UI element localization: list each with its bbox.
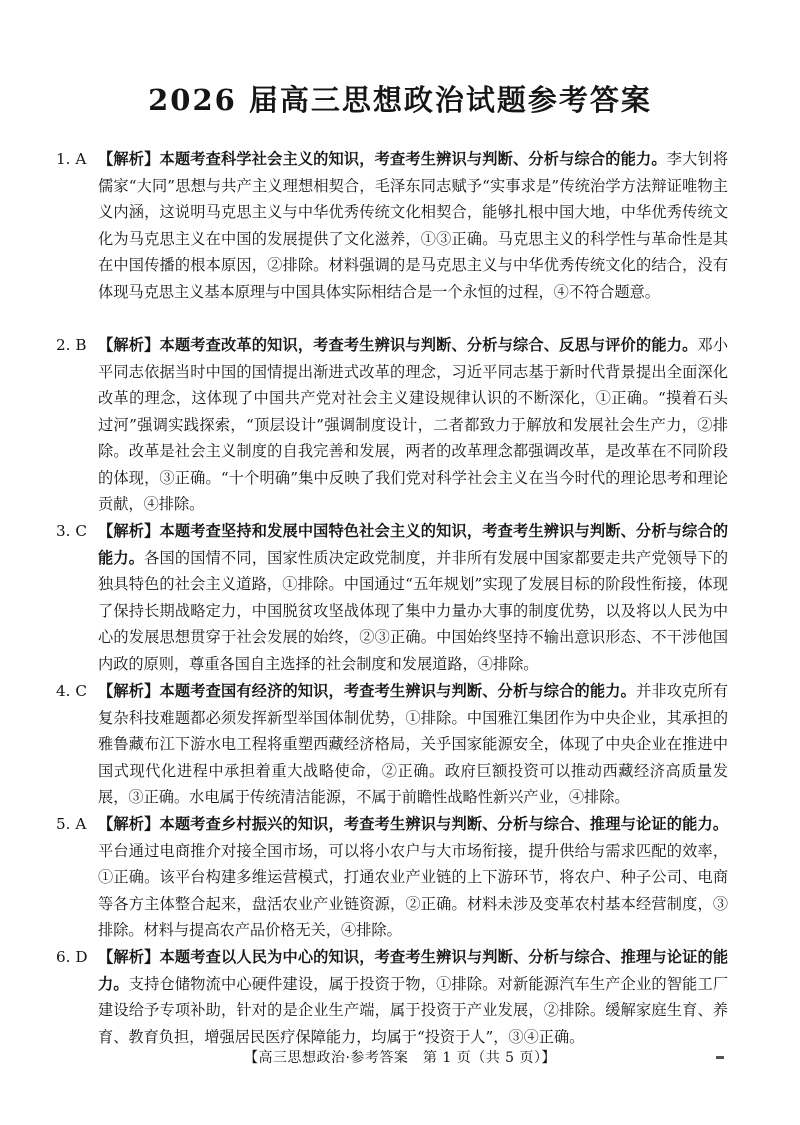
answer-item-1 [56,146,729,332]
corner-mark [716,1056,724,1059]
answer-item-4 [56,678,729,811]
answer-number: 6. D [56,948,88,966]
answer-item-2 [56,332,729,518]
analysis-tag: 【解析】 [98,522,160,540]
answer-body: 支持仓储物流中心硬件建设，属于投资于物，①排除。对新能源汽车生产企业的智能工厂建设给予专项补助，针对的是企业生产端，属于投资于产业发展，②排除。缓解家庭生育、养育、教育负担，增强居民医疗保障能力，均属于“投资于人”，③④正确。 [98,974,729,1046]
answer-number: 2. B [56,336,87,354]
answer-list [56,146,729,1050]
answer-body: 邓小平同志依据当时中国的国情提出渐进式改革的理念，习近平同志基于新时代背景提出全面深化改革的理念，这体现了中国共产党对社会主义建设规律认识的不断深化，①正确。“摸着石头过河”强调实践探索，“顶层设计”强调制度设计，二者都致力于解放和发展社会生产力，②排除。改革是社会主义制度的自我完善和发展，两者的改革理念都强调改革，是改革在不同阶段的体现，③正确。“十个明确”集中反映了我们党对科学社会主义在当今时代的理论思考和理论贡献，④排除。 [98,336,729,513]
analysis-tag: 【解析】 [98,948,160,966]
analysis-tag: 【解析】 [98,150,160,168]
answer-item-5 [56,811,729,944]
answer-body: 李大钊将儒家“大同”思想与共产主义理想相契合，毛泽东同志赋予“实事求是”传统治学方法辩证唯物主义内涵，这说明马克思主义与中华优秀传统文化相契合，能够扎根中国大地，中华优秀传统文化为马克思主义在中国的发展提供了文化滋养，①③正确。马克思主义的科学性与革命性是其在中国传播的根本原因，②排除。材料强调的是马克思主义与中华优秀传统文化的结合，没有体现马克思主义基本原理与中国具体实际相结合是一个永恒的过程，④不符合题意。 [98,150,729,301]
analysis-tag: 【解析】 [98,682,160,700]
answer-number: 5. A [56,815,87,833]
answer-lead: 本题考查科学社会主义的知识，考查考生辨识与判断、分析与综合的能力。 [159,150,667,168]
answer-body: 平台通过电商推介对接全国市场，可以将小农户与大市场衔接，提升供给与需求匹配的效率，①正确。该平台构建多维运营模式，打通农业产业链的上下游环节，将农户、种子公司、电商等各方主体整合起来，盘活农业产业链资源，②正确。材料未涉及变革农村基本经营制度，③排除。材料与提高农产品价格无关，④排除。 [98,841,728,939]
answer-number: 4. C [56,682,87,700]
answer-lead: 本题考查坚持和发展中国特色社会主义的知识，考查考生辨识与判断、分析与综合的能力。 [98,522,729,567]
answer-item-3 [56,518,729,678]
answer-lead: 本题考查乡村振兴的知识，考查考生辨识与判断、分析与综合、推理与论证的能力。 [159,815,729,833]
page-title: 2026 届高三思想政治试题参考答案 [148,83,652,117]
analysis-tag: 【解析】 [98,815,160,833]
analysis-tag: 【解析】 [98,336,160,354]
answer-lead: 本题考查国有经济的知识，考查考生辨识与判断、分析与综合的能力。 [159,682,636,700]
answer-lead: 本题考查以人民为中心的知识，考查考生辨识与判断、分析与综合、推理与论证的能力。 [98,948,729,993]
page-footer: 【高三思想政治·参考答案 第 1 页（共 5 页）】 [243,1050,557,1066]
answer-body: 各国的国情不同，国家性质决定政党制度，并非所有发展中国家都要走共产党领导下的独具特色的社会主义道路，①排除。中国通过“五年规划”实现了发展目标的阶段性衔接，体现了保持长期战略定力，中国脱贫攻坚战体现了集中力量办大事的制度优势，以及将以人民为中心的发展思想贯穿于社会发展的始终，②③正确。中国始终坚持不输出意识形态、不干涉他国内政的原则，尊重各国自主选择的社会制度和发展道路，④排除。 [98,548,729,673]
answer-body: 并非攻克所有复杂科技难题都必须发挥新型举国体制优势，①排除。中国雅江集团作为中央企业，其承担的雅鲁藏布江下游水电工程将重塑西藏经济格局，关乎国家能源安全，体现了中央企业在推进中国式现代化进程中承担着重大战略使命，②正确。政府巨额投资可以推动西藏经济高质量发展，③正确。水电属于传统清洁能源，不属于前瞻性战略性新兴产业，④排除。 [98,682,729,806]
answer-item-6 [56,944,729,1050]
answer-lead: 本题考查改革的知识，考查考生辨识与判断、分析与综合、反思与评价的能力。 [159,336,698,354]
answer-number: 1. A [56,150,87,168]
answer-number: 3. C [56,522,87,540]
